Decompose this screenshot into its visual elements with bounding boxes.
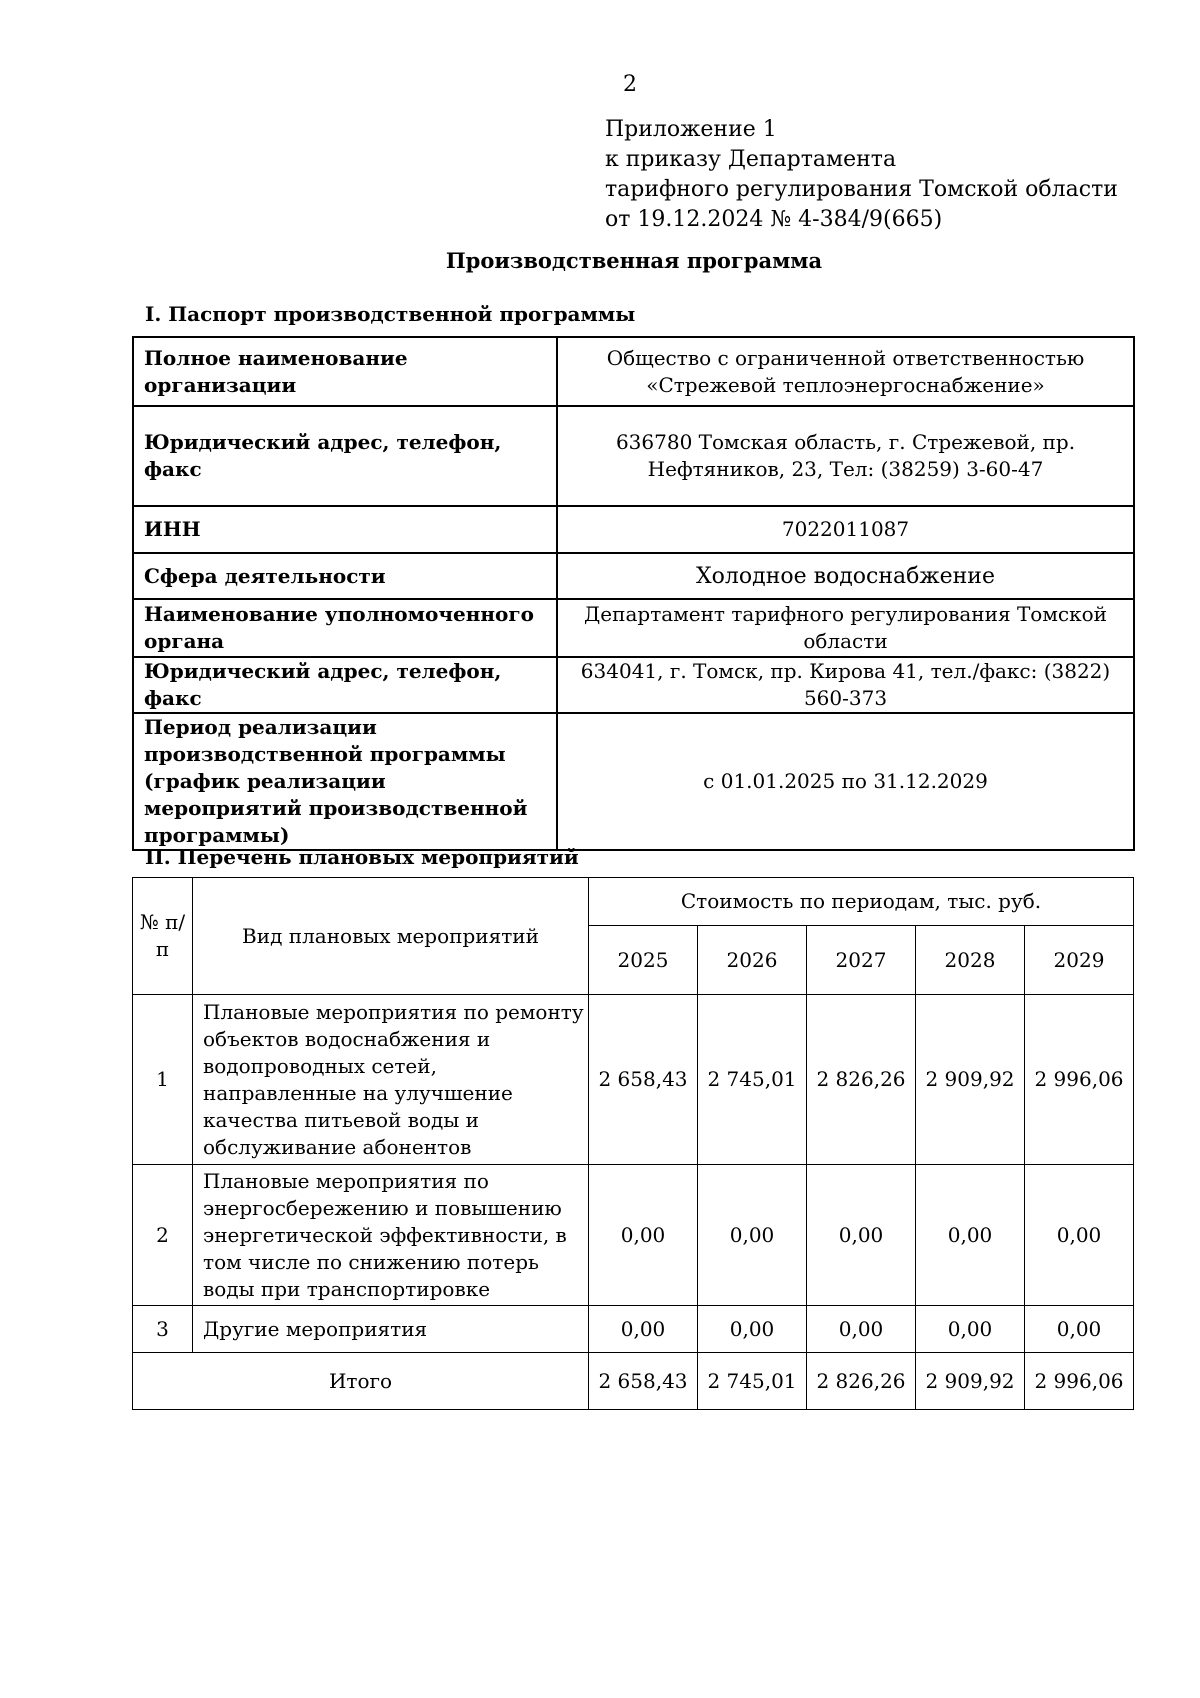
cost-cell: 0,00 <box>916 1165 1025 1306</box>
table-row <box>133 337 1134 406</box>
appendix-line: тарифного регулирования Томской области <box>605 177 1118 202</box>
total-row <box>133 1353 1134 1410</box>
total-cell: 2 826,26 <box>807 1353 916 1410</box>
appendix-block <box>605 115 1118 235</box>
table-row <box>133 995 1134 1165</box>
total-cell: 2 909,92 <box>916 1353 1025 1410</box>
passport-value: 7022011087 <box>557 506 1134 553</box>
passport-label: Юридический адрес, телефон, факс <box>133 406 557 506</box>
cost-cell: 2 909,92 <box>916 995 1025 1165</box>
cost-cell: 0,00 <box>807 1165 916 1306</box>
cost-cell: 0,00 <box>589 1165 698 1306</box>
passport-label: ИНН <box>133 506 557 553</box>
appendix-line: от 19.12.2024 № 4-384/9(665) <box>605 207 943 232</box>
year-header: 2026 <box>698 926 807 995</box>
passport-value: Общество с ограниченной ответственностью «Стрежевой теплоэнергоснабжение» <box>557 337 1134 406</box>
total-label: Итого <box>133 1353 589 1410</box>
passport-label: Юридический адрес, телефон, факс <box>133 657 557 713</box>
cost-cell: 2 658,43 <box>589 995 698 1165</box>
passport-value: Департамент тарифного регулирования Томской области <box>557 599 1134 657</box>
appendix-line: к приказу Департамента <box>605 147 897 172</box>
year-header: 2029 <box>1025 926 1134 995</box>
table-header-row <box>133 878 1134 926</box>
table-row <box>133 1306 1134 1353</box>
cost-cell: 0,00 <box>1025 1306 1134 1353</box>
passport-label: Сфера деятельности <box>133 553 557 599</box>
table-row <box>133 599 1134 657</box>
cost-cell: 0,00 <box>589 1306 698 1353</box>
cost-cell: 0,00 <box>807 1306 916 1353</box>
passport-table <box>132 336 1135 851</box>
passport-value: с 01.01.2025 по 31.12.2029 <box>557 713 1134 850</box>
cost-cell: 2 826,26 <box>807 995 916 1165</box>
measures-table <box>132 877 1134 1410</box>
table-row <box>133 506 1134 553</box>
table-row <box>133 713 1134 850</box>
passport-label: Период реализации производственной программы (график реализации мероприятий производственной программы) <box>133 713 557 850</box>
total-cell: 2 996,06 <box>1025 1353 1134 1410</box>
passport-value: 636780 Томская область, г. Стрежевой, пр. Нефтяников, 23, Тел: (38259) 3-60-47 <box>557 406 1134 506</box>
table-row <box>133 406 1134 506</box>
passport-heading: I. Паспорт производственной программы <box>145 302 636 326</box>
table-row <box>133 657 1134 713</box>
row-description: Другие мероприятия <box>193 1306 589 1353</box>
column-header-description: Вид плановых мероприятий <box>193 878 589 995</box>
row-description: Плановые мероприятия по ремонту объектов водоснабжения и водопроводных сетей, направленные на улучшение качества питьевой воды и обслуживание абонентов <box>193 995 589 1165</box>
column-header-number: № п/п <box>133 878 193 995</box>
year-header: 2027 <box>807 926 916 995</box>
total-cell: 2 745,01 <box>698 1353 807 1410</box>
cost-cell: 0,00 <box>916 1306 1025 1353</box>
year-header: 2028 <box>916 926 1025 995</box>
year-header: 2025 <box>589 926 698 995</box>
total-cell: 2 658,43 <box>589 1353 698 1410</box>
passport-label: Наименование уполномоченного органа <box>133 599 557 657</box>
page-number: 2 <box>623 72 637 97</box>
table-row <box>133 1165 1134 1306</box>
row-number: 1 <box>133 995 193 1165</box>
row-number: 3 <box>133 1306 193 1353</box>
row-description: Плановые мероприятия по энергосбережению и повышению энергетической эффективности, в том числе по снижению потерь воды при транспортировке <box>193 1165 589 1306</box>
passport-value: 634041, г. Томск, пр. Кирова 41, тел./факс: (3822) 560-373 <box>557 657 1134 713</box>
measures-heading: II. Перечень плановых мероприятий <box>145 845 579 869</box>
passport-value: Холодное водоснабжение <box>557 553 1134 599</box>
cost-cell: 0,00 <box>698 1165 807 1306</box>
cost-cell: 0,00 <box>698 1306 807 1353</box>
document-title: Производственная программа <box>445 248 823 273</box>
cost-cell: 0,00 <box>1025 1165 1134 1306</box>
column-header-cost: Стоимость по периодам, тыс. руб. <box>589 878 1134 926</box>
cost-cell: 2 996,06 <box>1025 995 1134 1165</box>
appendix-line: Приложение 1 <box>605 117 777 142</box>
cost-cell: 2 745,01 <box>698 995 807 1165</box>
row-number: 2 <box>133 1165 193 1306</box>
table-row <box>133 553 1134 599</box>
passport-label: Полное наименование организации <box>133 337 557 406</box>
